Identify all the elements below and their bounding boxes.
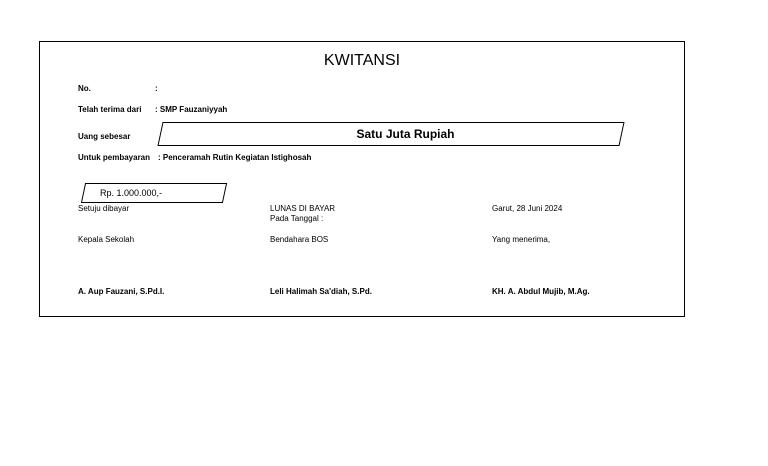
treasurer-name: Leli Halimah Sa'diah, S.Pd. bbox=[270, 287, 372, 296]
from-value: : SMP Fauzaniyyah bbox=[155, 105, 228, 114]
treasurer-role: Bendahara BOS bbox=[270, 235, 329, 244]
purpose-value: : Penceramah Rutin Kegiatan Istighosah bbox=[158, 153, 312, 162]
purpose-label: Untuk pembayaran bbox=[78, 153, 151, 162]
no-colon: : bbox=[155, 84, 158, 93]
amount-label: Uang sebesar bbox=[78, 132, 131, 141]
principal-name: A. Aup Fauzani, S.Pd.I. bbox=[78, 287, 165, 296]
principal-role: Kepala Sekolah bbox=[78, 235, 135, 244]
receipt-form bbox=[39, 41, 685, 317]
amount-figure: Rp. 1.000.000,- bbox=[100, 188, 163, 198]
paid-date-label: Pada Tanggal : bbox=[270, 214, 324, 223]
receipt-title: KWITANSI bbox=[323, 52, 401, 69]
paid-label: LUNAS DI BAYAR bbox=[270, 204, 336, 213]
recipient-role: Yang menerima, bbox=[492, 235, 551, 244]
recipient-name: KH. A. Abdul Mujib, M.Ag. bbox=[492, 287, 590, 296]
from-label: Telah terima dari bbox=[78, 105, 142, 114]
place-date: Garut, 28 Juni 2024 bbox=[492, 204, 563, 213]
amount-words: Satu Juta Rupiah bbox=[356, 127, 455, 141]
approve-label: Setuju dibayar bbox=[78, 204, 130, 213]
no-label: No. bbox=[78, 84, 91, 93]
